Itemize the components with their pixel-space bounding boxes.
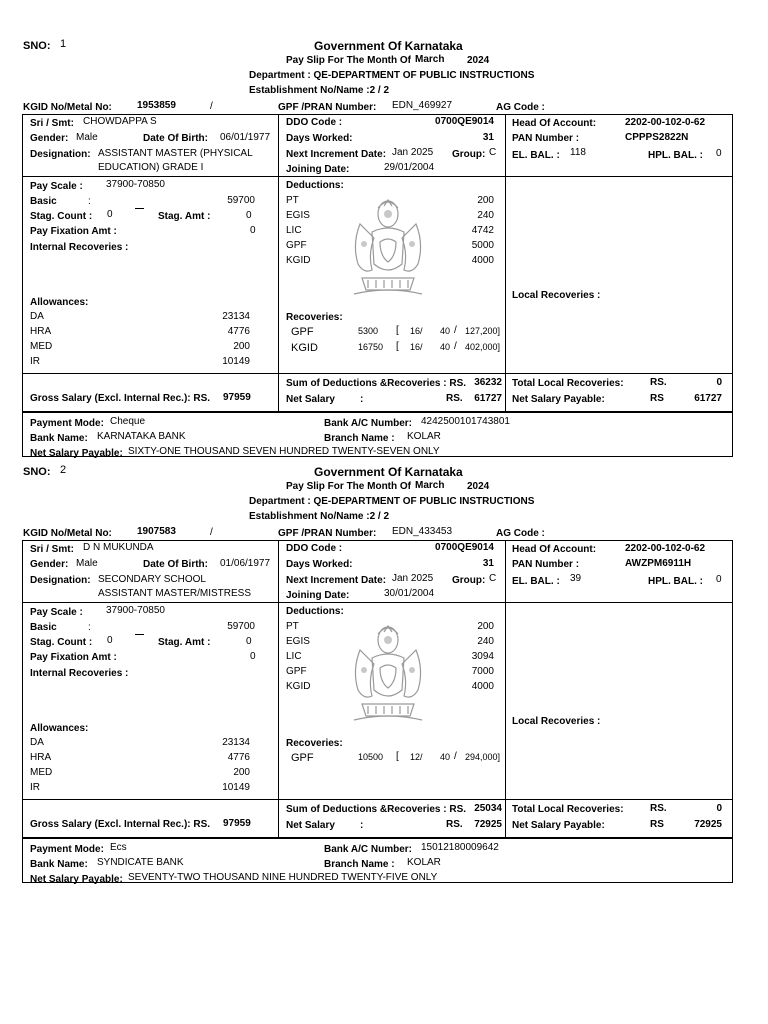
- gpf-value: EDN_469927: [392, 100, 453, 111]
- recovery-amount: 16750: [358, 342, 384, 352]
- payment-mode-label: Payment Mode:: [30, 418, 104, 429]
- head-label: Head Of Account:: [512, 118, 597, 129]
- payscale-label: Pay Scale :: [30, 607, 83, 618]
- deduction-name: KGID: [286, 681, 311, 692]
- allowance-value: 23134: [222, 311, 250, 322]
- dash-mark: [135, 208, 144, 209]
- net-salary-colon: :: [360, 394, 364, 405]
- net-payable-value: 61727: [694, 393, 722, 404]
- basic-label: Basic: [30, 196, 57, 207]
- allowance-name: IR: [30, 356, 40, 367]
- net-payable-words-label: Net Salary Payable:: [30, 874, 123, 885]
- deduction-value: 4000: [471, 681, 494, 692]
- kgid-slash: /: [210, 101, 213, 112]
- designation-line1: SECONDARY SCHOOL: [98, 574, 206, 585]
- group-value: C: [489, 147, 497, 158]
- recovery-bracket: [: [396, 751, 399, 762]
- el-value: 39: [570, 573, 582, 584]
- group-label: Group:: [452, 149, 486, 160]
- sum-deductions-label: Sum of Deductions &Recoveries : RS.: [286, 378, 467, 389]
- deductions-label: Deductions:: [286, 606, 344, 617]
- payment-mode-label: Payment Mode:: [30, 844, 104, 855]
- gpf-value: EDN_433453: [392, 526, 453, 537]
- designation-line1: ASSISTANT MASTER (PHYSICAL: [98, 148, 253, 159]
- karnataka-emblem-icon: [340, 620, 436, 728]
- employee-name: CHOWDAPPA S: [83, 116, 157, 127]
- net-payable-rs: RS: [650, 819, 664, 830]
- joining-label: Joining Date:: [286, 590, 350, 601]
- local-recoveries-label: Local Recoveries :: [512, 716, 601, 727]
- dash-mark: [135, 634, 144, 635]
- basic-value: 59700: [227, 621, 255, 632]
- recovery-installment: 12/: [410, 752, 423, 762]
- allowance-name: MED: [30, 341, 53, 352]
- employee-name: D N MUKUNDA: [83, 542, 154, 553]
- allowance-name: IR: [30, 782, 40, 793]
- designation-line2: ASSISTANT MASTER/MISTRESS: [98, 588, 251, 599]
- deductions-label: Deductions:: [286, 180, 344, 191]
- pay-fixation-value: 0: [250, 651, 256, 662]
- head-label: Head Of Account:: [512, 544, 597, 555]
- net-salary-colon: :: [360, 820, 364, 831]
- ag-code-label: AG Code :: [496, 102, 545, 113]
- pan-label: PAN Number :: [512, 559, 580, 570]
- allowance-value: 10149: [222, 356, 250, 367]
- designation-label: Designation:: [30, 149, 91, 160]
- stag-count-value: 0: [107, 635, 113, 646]
- government-title: Government Of Karnataka: [314, 465, 463, 479]
- net-salary-rs: RS.: [446, 819, 463, 830]
- dob-label: Date Of Birth:: [143, 133, 208, 144]
- recovery-total: 40: [440, 326, 451, 336]
- pan-value: CPPPS2822N: [625, 132, 689, 143]
- deduction-name: LIC: [286, 225, 302, 236]
- joining-label: Joining Date:: [286, 164, 350, 175]
- deduction-value: 5000: [471, 240, 494, 251]
- recoveries-label: Recoveries:: [286, 738, 343, 749]
- net-salary-value: 72925: [474, 819, 502, 830]
- sno-label: SNO:: [23, 466, 51, 478]
- name-label: Sri / Smt:: [30, 118, 74, 129]
- sum-deductions-label: Sum of Deductions &Recoveries : RS.: [286, 804, 467, 815]
- stag-amt-value: 0: [246, 210, 252, 221]
- joining-value: 29/01/2004: [384, 162, 435, 173]
- gender-value: Male: [76, 132, 98, 143]
- basic-colon: :: [88, 196, 91, 207]
- hpl-value: 0: [716, 148, 722, 159]
- deduction-value: 200: [477, 195, 494, 206]
- hpl-value: 0: [716, 574, 722, 585]
- internal-recoveries-label: Internal Recoveries :: [30, 242, 129, 253]
- ddo-label: DDO Code :: [286, 543, 343, 554]
- head-value: 2202-00-102-0-62: [625, 117, 706, 128]
- recovery-total: 40: [440, 342, 451, 352]
- pan-value: AWZPM6911H: [625, 558, 692, 569]
- total-local-value: 0: [716, 803, 722, 814]
- hpl-label: HPL. BAL. :: [648, 576, 703, 587]
- deduction-name: LIC: [286, 651, 302, 662]
- row-divider: [22, 373, 733, 374]
- total-local-label: Total Local Recoveries:: [512, 804, 624, 815]
- deduction-value: 4000: [471, 255, 494, 266]
- deduction-name: GPF: [286, 666, 307, 677]
- days-value: 31: [482, 132, 494, 143]
- allowances-label: Allowances:: [30, 723, 89, 734]
- deduction-value: 200: [477, 621, 494, 632]
- bank-name-label: Bank Name:: [30, 433, 88, 444]
- increment-value: Jan 2025: [392, 147, 434, 158]
- payslip-label: Pay Slip For The Month Of: [286, 55, 411, 66]
- bank-ac-value: 15012180009642: [421, 842, 499, 853]
- recovery-bracket: [: [396, 341, 399, 352]
- recovery-amount: 5300: [358, 326, 379, 336]
- government-title: Government Of Karnataka: [314, 39, 463, 53]
- pay-fixation-label: Pay Fixation Amt :: [30, 226, 117, 237]
- department: Department : QE-DEPARTMENT OF PUBLIC INSTRUCTIONS: [249, 70, 535, 81]
- net-salary-rs: RS.: [446, 393, 463, 404]
- recovery-balance: 294,000]: [465, 752, 501, 762]
- local-recoveries-label: Local Recoveries :: [512, 290, 601, 301]
- establishment: Establishment No/Name :2 / 2: [249, 511, 390, 522]
- recovery-total: 40: [440, 752, 451, 762]
- recovery-balance: 127,200]: [465, 326, 501, 336]
- kgid-value: 1907583: [137, 526, 176, 537]
- basic-label: Basic: [30, 622, 57, 633]
- total-local-rs: RS.: [650, 377, 667, 388]
- stag-count-value: 0: [107, 209, 113, 220]
- payscale-value: 37900-70850: [106, 179, 165, 190]
- sum-deductions-value: 36232: [474, 377, 502, 388]
- net-salary-label: Net Salary: [286, 820, 335, 831]
- ag-code-label: AG Code :: [496, 528, 545, 539]
- stag-amt-label: Stag. Amt :: [158, 637, 211, 648]
- bank-ac-label: Bank A/C Number:: [324, 844, 412, 855]
- establishment: Establishment No/Name :2 / 2: [249, 85, 390, 96]
- gpf-label: GPF /PRAN Number:: [278, 102, 377, 113]
- sno-value: 1: [60, 38, 67, 50]
- dob-value: 06/01/1977: [220, 132, 271, 143]
- increment-value: Jan 2025: [392, 573, 434, 584]
- karnataka-emblem-icon: [340, 194, 436, 302]
- designation-line2: EDUCATION) GRADE I: [98, 162, 204, 173]
- gender-label: Gender:: [30, 133, 69, 144]
- gross-salary-value: 97959: [223, 818, 251, 829]
- recovery-separator: /: [454, 325, 457, 336]
- net-payable-rs: RS: [650, 393, 664, 404]
- net-payable-words: SIXTY-ONE THOUSAND SEVEN HUNDRED TWENTY-SEVEN ONLY: [128, 446, 440, 457]
- deduction-value: 7000: [471, 666, 494, 677]
- days-label: Days Worked:: [286, 133, 353, 144]
- allowance-name: HRA: [30, 752, 52, 763]
- stag-count-label: Stag. Count :: [30, 637, 93, 648]
- stag-amt-value: 0: [246, 636, 252, 647]
- bank-name-value: SYNDICATE BANK: [97, 857, 184, 868]
- year: 2024: [467, 55, 490, 66]
- month: March: [415, 480, 445, 491]
- deduction-name: GPF: [286, 240, 307, 251]
- recovery-name: GPF: [291, 326, 314, 338]
- allowance-value: 200: [233, 767, 250, 778]
- gross-salary-label: Gross Salary (Excl. Internal Rec.): RS.: [30, 393, 211, 404]
- recovery-name: GPF: [291, 752, 314, 764]
- row-divider: [22, 176, 733, 177]
- increment-label: Next Increment Date:: [286, 575, 387, 586]
- col-divider: [278, 540, 279, 838]
- basic-value: 59700: [227, 195, 255, 206]
- recoveries-label: Recoveries:: [286, 312, 343, 323]
- allowance-name: MED: [30, 767, 53, 778]
- department: Department : QE-DEPARTMENT OF PUBLIC INSTRUCTIONS: [249, 496, 535, 507]
- payslip-label: Pay Slip For The Month Of: [286, 481, 411, 492]
- gross-salary-value: 97959: [223, 392, 251, 403]
- total-local-label: Total Local Recoveries:: [512, 378, 624, 389]
- deduction-value: 3094: [471, 651, 494, 662]
- col-divider: [505, 114, 506, 412]
- recovery-name: KGID: [291, 342, 318, 354]
- pan-label: PAN Number :: [512, 133, 580, 144]
- recovery-separator: /: [454, 341, 457, 352]
- allowance-value: 200: [233, 341, 250, 352]
- net-payable-words: SEVENTY-TWO THOUSAND NINE HUNDRED TWENTY-FIVE ONLY: [128, 872, 438, 883]
- el-label: EL. BAL. :: [512, 150, 560, 161]
- recovery-bracket: [: [396, 325, 399, 336]
- gender-label: Gender:: [30, 559, 69, 570]
- recovery-separator: /: [454, 751, 457, 762]
- allowance-value: 10149: [222, 782, 250, 793]
- allowances-label: Allowances:: [30, 297, 89, 308]
- deduction-name: PT: [286, 621, 299, 632]
- row-divider: [22, 602, 733, 603]
- deduction-name: KGID: [286, 255, 311, 266]
- allowance-value: 4776: [227, 326, 250, 337]
- sno-label: SNO:: [23, 40, 51, 52]
- joining-value: 30/01/2004: [384, 588, 435, 599]
- pay-fixation-label: Pay Fixation Amt :: [30, 652, 117, 663]
- el-label: EL. BAL. :: [512, 576, 560, 587]
- deduction-value: 240: [477, 636, 494, 647]
- gender-value: Male: [76, 558, 98, 569]
- name-label: Sri / Smt:: [30, 544, 74, 555]
- ddo-label: DDO Code :: [286, 117, 343, 128]
- col-divider: [505, 540, 506, 838]
- designation-label: Designation:: [30, 575, 91, 586]
- basic-colon: :: [88, 622, 91, 633]
- dob-label: Date Of Birth:: [143, 559, 208, 570]
- branch-label: Branch Name :: [324, 859, 395, 870]
- days-value: 31: [482, 558, 494, 569]
- total-local-rs: RS.: [650, 803, 667, 814]
- branch-value: KOLAR: [407, 431, 441, 442]
- group-value: C: [489, 573, 497, 584]
- deduction-name: EGIS: [286, 210, 310, 221]
- gpf-label: GPF /PRAN Number:: [278, 528, 377, 539]
- days-label: Days Worked:: [286, 559, 353, 570]
- kgid-label: KGID No/Metal No:: [23, 528, 112, 539]
- month: March: [415, 54, 445, 65]
- branch-value: KOLAR: [407, 857, 441, 868]
- gross-salary-label: Gross Salary (Excl. Internal Rec.): RS.: [30, 819, 211, 830]
- allowance-value: 4776: [227, 752, 250, 763]
- internal-recoveries-label: Internal Recoveries :: [30, 668, 129, 679]
- hpl-label: HPL. BAL. :: [648, 150, 703, 161]
- payment-mode-value: Ecs: [110, 842, 127, 853]
- stag-count-label: Stag. Count :: [30, 211, 93, 222]
- allowance-name: DA: [30, 311, 44, 322]
- group-label: Group:: [452, 575, 486, 586]
- net-salary-value: 61727: [474, 393, 502, 404]
- sum-deductions-value: 25034: [474, 803, 502, 814]
- net-payable-label: Net Salary Payable:: [512, 820, 605, 831]
- recovery-installment: 16/: [410, 326, 423, 336]
- deduction-value: 240: [477, 210, 494, 221]
- net-payable-words-label: Net Salary Payable:: [30, 448, 123, 459]
- dob-value: 01/06/1977: [220, 558, 271, 569]
- payscale-value: 37900-70850: [106, 605, 165, 616]
- kgid-label: KGID No/Metal No:: [23, 102, 112, 113]
- bank-name-value: KARNATAKA BANK: [97, 431, 186, 442]
- kgid-slash: /: [210, 527, 213, 538]
- net-salary-label: Net Salary: [286, 394, 335, 405]
- deduction-name: PT: [286, 195, 299, 206]
- recovery-installment: 16/: [410, 342, 423, 352]
- deduction-value: 4742: [471, 225, 494, 236]
- net-payable-value: 72925: [694, 819, 722, 830]
- bank-ac-value: 4242500101743801: [421, 416, 510, 427]
- allowance-name: DA: [30, 737, 44, 748]
- stag-amt-label: Stag. Amt :: [158, 211, 211, 222]
- recovery-amount: 10500: [358, 752, 384, 762]
- kgid-value: 1953859: [137, 100, 176, 111]
- branch-label: Branch Name :: [324, 433, 395, 444]
- year: 2024: [467, 481, 490, 492]
- ddo-value: 0700QE9014: [435, 116, 494, 127]
- bank-ac-label: Bank A/C Number:: [324, 418, 412, 429]
- row-divider: [22, 799, 733, 800]
- total-local-value: 0: [716, 377, 722, 388]
- net-payable-label: Net Salary Payable:: [512, 394, 605, 405]
- payscale-label: Pay Scale :: [30, 181, 83, 192]
- pay-fixation-value: 0: [250, 225, 256, 236]
- el-value: 118: [570, 147, 586, 158]
- payment-mode-value: Cheque: [110, 416, 146, 427]
- deduction-name: EGIS: [286, 636, 310, 647]
- recovery-balance: 402,000]: [465, 342, 501, 352]
- allowance-value: 23134: [222, 737, 250, 748]
- increment-label: Next Increment Date:: [286, 149, 387, 160]
- sno-value: 2: [60, 464, 67, 476]
- bank-name-label: Bank Name:: [30, 859, 88, 870]
- ddo-value: 0700QE9014: [435, 542, 494, 553]
- col-divider: [278, 114, 279, 412]
- allowance-name: HRA: [30, 326, 52, 337]
- head-value: 2202-00-102-0-62: [625, 543, 706, 554]
